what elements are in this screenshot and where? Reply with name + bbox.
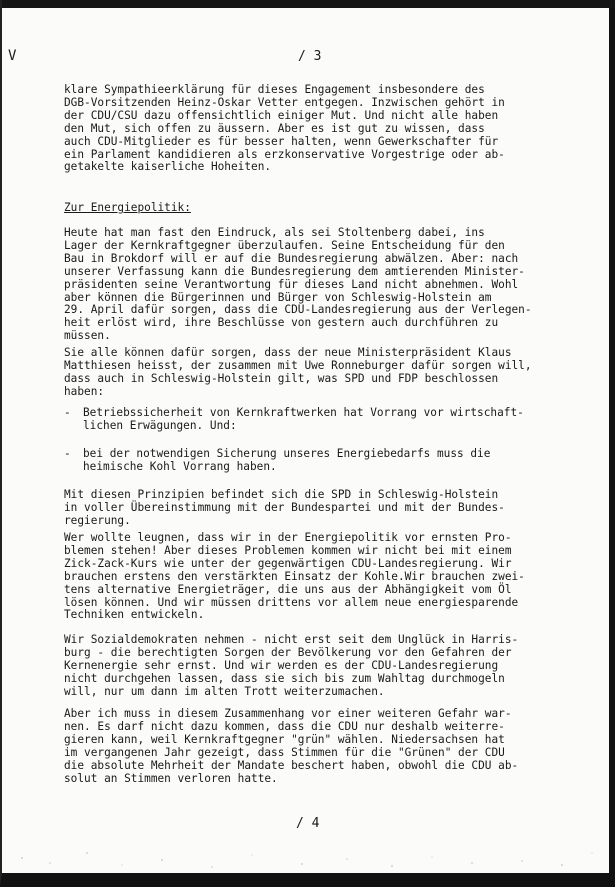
bullet-dash: - bbox=[64, 447, 71, 460]
paragraph-intro: klare Sympathieerklärung für dieses Engagement insbesondere des DGB-Vorsitzenden Heinz-Oskar Vetter entgegen. Inzwischen gehört in der CDU/CSU dazu offensichtlich einiger Mut. Und nicht alle haben den Mut, sich offen zu äussern. Aber es ist gut zu wissen, dass auch CDU-Mitglieder es für besser halten, wenn Gewerkschafter für ein Parlament kandidieren als erzkonservative Vorgestrige oder ab- getakelte kaiserliche Hoheiten. bbox=[64, 83, 505, 174]
bullet-text: bei der notwendigen Sicherung unseres Energiebedarfs muss die heimische Kohl Vorrang haben. bbox=[83, 447, 491, 473]
paragraph-stoltenberg: Heute hat man fast den Eindruck, als sei Stoltenberg dabei, ins Lager der Kernkraftgegner überzulaufen. Seine Entscheidung für den Bau in Brokdorf will er auf die Bundesregierung abwälzen. Aber: nach unserer Verfassung kann die Bundesregierung dem amtierenden Minister- präsidenten seine Verantwortung für dieses Land nicht abnehmen. Wohl aber können die Bürgerinnen und Bürger von Schleswig-Holstein am 29. April dafür sorgen, dass die CDU-Landesregierung aus der Verlegen- heit erlöst wird, ihre Beschlüsse von gestern auch durchführen zu müssen. bbox=[64, 226, 532, 343]
section-heading-energy: Zur Energiepolitik: bbox=[64, 201, 191, 214]
paragraph-matthiesen: Sie alle können dafür sorgen, dass der neue Ministerpräsident Klaus Matthiesen heisst, der zusammen mit Uwe Ronneburger dafür sorgen will, dass auch in Schleswig-Holstein gilt, was SPD und FDP beschlossen haben: bbox=[64, 346, 532, 398]
paragraph-warning: Aber ich muss in diesem Zusammenhang vor einer weiteren Gefahr war- nen. Es darf nicht dazu kommen, dass die CDU nur deshalb weiterre- gieren kann, weil Kernkraftgegner "grün" wählen. Niedersachsen hat im vergangenen Jahr gezeigt, dass Stimmen für die "Grünen" der CDU die absolute Mehrheit der Mandate beschert haben, obwohl die CDU ab- solut an Stimmen verloren hatte. bbox=[64, 707, 519, 785]
scan-noise-texture bbox=[2, 803, 611, 873]
bullet-text: Betriebssicherheit von Kernkraftwerken hat Vorrang vor wirtschaft- lichen Erwägungen. Und: bbox=[83, 406, 524, 432]
scan-border-top bbox=[2, 0, 615, 8]
next-page-marker: / 4 bbox=[296, 816, 320, 831]
paragraph-principles: Mit diesen Prinzipien befindet sich die SPD in Schleswig-Holstein in voller Übereinstimmung mit der Bundespartei und mit der Bundes- regierung. bbox=[64, 488, 505, 527]
paragraph-harrisburg: Wir Sozialdemokraten nehmen - nicht erst seit dem Unglück in Harris- burg - die berechtigten Sorgen der Bevölkerung vor den Gefahren der Kernenergie sehr ernst. Und wir werden es der CDU-Landesregierung nicht durchgehen lassen, dass sie sich bis zum Wahltag durchmogeln will, nur um dann im alten Trott weiterzumachen. bbox=[64, 633, 519, 698]
paragraph-problems: Wer wollte leugnen, dass wir in der Energiepolitik vor ernsten Pro- blemen stehen! Aber dieses Problemen kommen wir nicht bei mit einem Zick-Zack-Kurs wie unter der gegenwärtigen CDU-Landesregierung. Wir brauchen erstens den verstärkten Einsatz der Kohle.Wir brauchen zwei- tens alternative Energieträger, die uns aus der Abhängigkeit vom Öl lösen können. Und wir müssen drittens vor allem neue energiesparende Techniken entwickeln. bbox=[64, 531, 525, 622]
bullet-dash: - bbox=[64, 406, 71, 419]
page-number: / 3 bbox=[298, 49, 322, 64]
corner-mark: V bbox=[8, 48, 17, 64]
